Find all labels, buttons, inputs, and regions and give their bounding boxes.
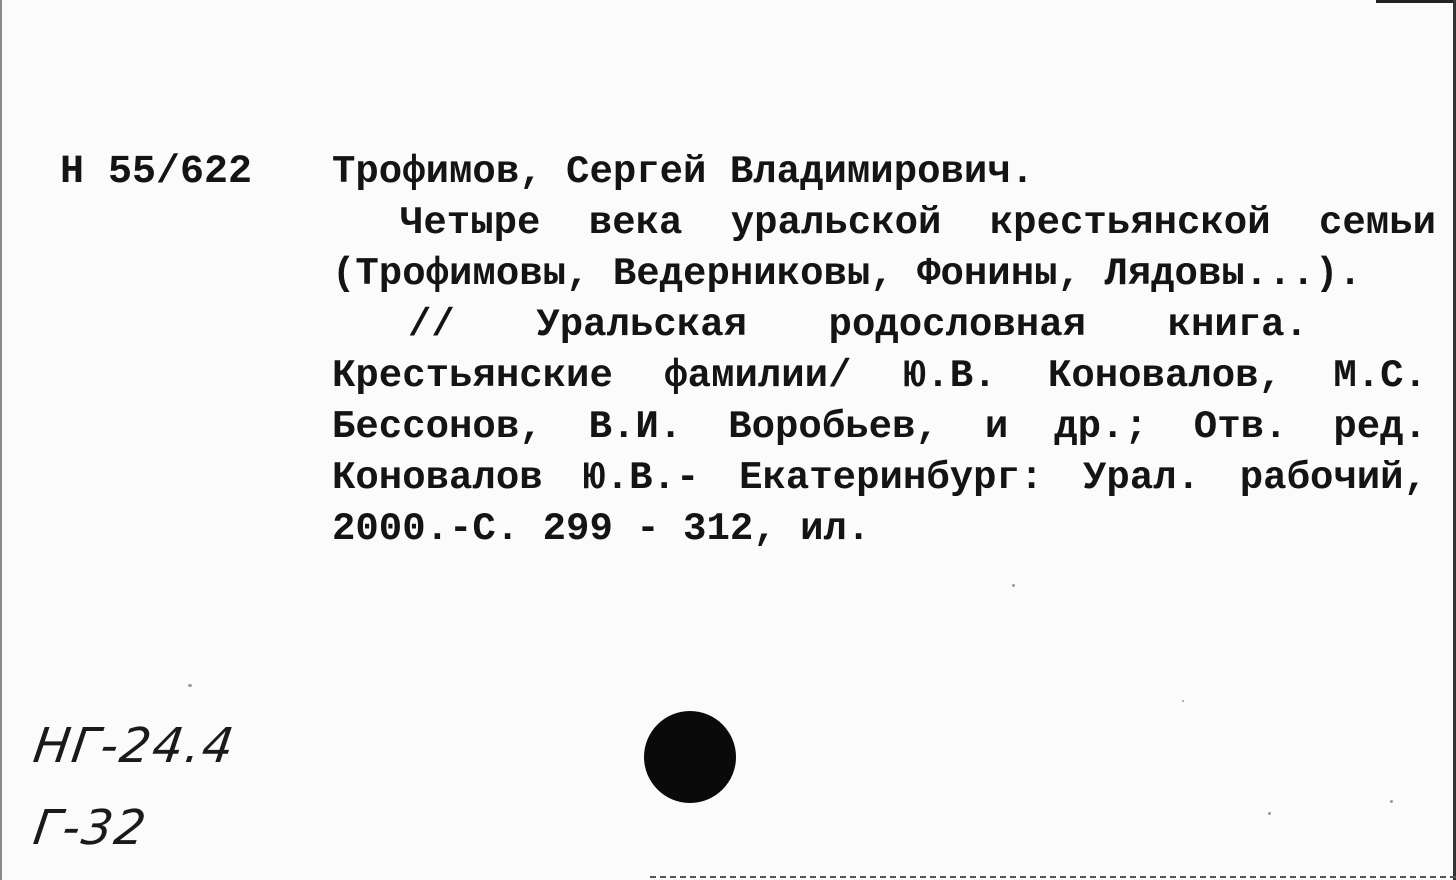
source-line: // Уральская родословная книга.: [408, 303, 1308, 347]
source-line: Бессонов, В.И. Воробьев, и др.; Отв. ред.: [332, 405, 1427, 449]
speck: [1390, 800, 1393, 803]
speck: [1182, 700, 1184, 702]
card-bottom-edge: [650, 876, 1456, 878]
punch-hole: [644, 711, 736, 803]
speck: [1012, 584, 1015, 587]
author-heading: Трофимов, Сергей Владимирович.: [332, 150, 1035, 194]
handwritten-call-number: Г-32: [30, 800, 152, 856]
handwritten-call-number: НГ-24.4: [30, 718, 239, 774]
source-line: Крестьянские фамилии/ Ю.В. Коновалов, М.С.: [332, 354, 1427, 398]
pagination-line: 2000.-С. 299 - 312, ил.: [332, 507, 871, 551]
card-top-edge: [1376, 0, 1456, 3]
shelfmark: Н 55/622: [60, 150, 253, 195]
title-line: Четыре века уральской крестьянской семьи: [400, 201, 1436, 245]
speck: [188, 684, 192, 687]
source-line: Коновалов Ю.В.- Екатеринбург: Урал. рабочий,: [332, 456, 1427, 500]
card-left-edge: [0, 0, 2, 880]
speck: [1268, 812, 1271, 815]
title-line: (Трофимовы, Ведерниковы, Фонины, Лядовы...).: [332, 252, 1362, 296]
